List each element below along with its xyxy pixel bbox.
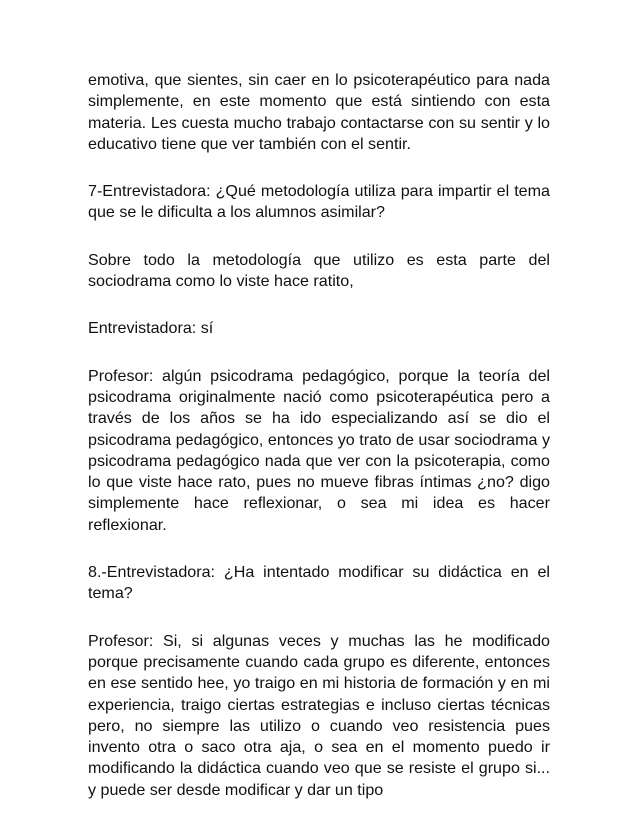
question-8: 8.-Entrevistadora: ¿Ha intentado modificar su didáctica en el tema? <box>88 563 550 603</box>
document-page <box>88 70 550 827</box>
interviewer-reply: Entrevistadora: sí <box>88 319 214 338</box>
professor-answer-8: Profesor: Si, si algunas veces y muchas las he modificado porque precisamente cuando cada grupo es diferente, entonces en ese sentido hee, yo traigo en mi historia de formación y en mi experiencia, traigo ciertas estrategias e incluso ciertas técnicas pero, no siempre las utilizo o cuando veo resistencia pues invento otra o saco otra aja, o sea en el momento puedo ir modificando la didáctica cuando veo que se resiste el grupo si... y puede ser desde modificar y dar un tipo <box>88 631 550 799</box>
paragraph-1: emotiva, que sientes, sin caer en lo psicoterapéutico para nada simplemente, en este momento que está sintiendo con esta materia. Les cuesta mucho trabajo contactarse con su sentir y lo educativo tiene que ver también con el sentir. <box>88 71 550 153</box>
answer-7: Sobre todo la metodología que utilizo es esta parte del sociodrama como lo viste hace ratito, <box>88 250 550 291</box>
question-7: 7-Entrevistadora: ¿Qué metodología utiliza para impartir el tema que se le dificulta a los alumnos asimilar? <box>88 182 550 222</box>
professor-answer-7: Profesor: algún psicodrama pedagógico, porque la teoría del psicodrama originalmente nació como psicoterapéutica pero a través de los años se ha ido especializando así se dio el psicodrama pedagógico, entonces yo trato de usar sociodrama y psicodrama pedagógico nada que ver con la psicoterapia, como lo que viste hace rato, pues no mueve fibras íntimas ¿no? digo simplemente hace reflexionar, o sea mi idea es hacer reflexionar. <box>88 366 550 534</box>
